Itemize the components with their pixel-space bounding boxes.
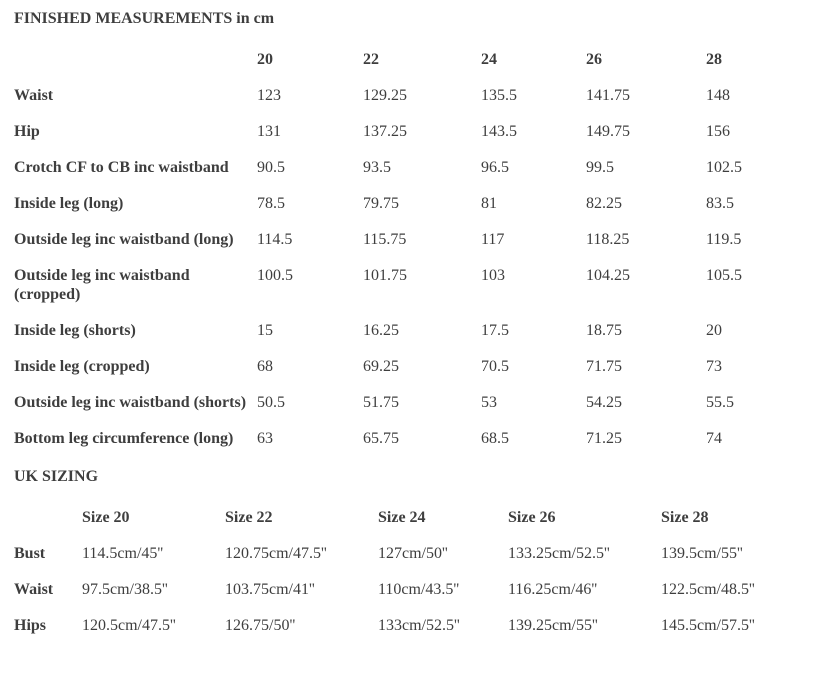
- cell-value: 51.75: [363, 394, 399, 411]
- uk-sizing-title: UK SIZING: [14, 468, 99, 485]
- cell-value: 118.25: [586, 231, 630, 248]
- cell-value: 18.75: [586, 322, 622, 339]
- table-row: [14, 266, 806, 321]
- column-header: Size 20: [82, 509, 130, 526]
- cell-value: 117: [481, 231, 505, 248]
- finished-measurements-table: [14, 50, 806, 465]
- row-label: Waist: [14, 87, 54, 104]
- cell-value: 104.25: [586, 267, 630, 284]
- row-label: Inside leg (shorts): [14, 322, 136, 339]
- cell-value: 127cm/50'': [378, 545, 448, 562]
- cell-value: 99.5: [586, 159, 614, 176]
- uk-sizing-table: [14, 508, 781, 652]
- column-header: Size 22: [225, 509, 273, 526]
- column-header: 26: [586, 51, 602, 68]
- row-label: Inside leg (long): [14, 195, 124, 212]
- row-label: Hips: [14, 617, 47, 634]
- table-row: [14, 158, 806, 194]
- column-header: Size 26: [508, 509, 556, 526]
- cell-value: 55.5: [706, 394, 734, 411]
- cell-value: 101.75: [363, 267, 407, 284]
- row-label: Outside leg inc waistband (long): [14, 231, 234, 248]
- cell-value: 116.25cm/46'': [508, 581, 598, 598]
- column-header: 24: [481, 51, 497, 68]
- cell-value: 63: [257, 430, 273, 447]
- cell-value: 102.5: [706, 159, 742, 176]
- cell-value: 135.5: [481, 87, 517, 104]
- cell-value: 139.5cm/55'': [661, 545, 743, 562]
- table-row: [14, 321, 806, 357]
- row-label: Bust: [14, 545, 46, 562]
- cell-value: 110cm/43.5'': [378, 581, 460, 598]
- cell-value: 96.5: [481, 159, 509, 176]
- header-row: [14, 508, 781, 544]
- table-row: [14, 122, 806, 158]
- cell-value: 145.5cm/57.5'': [661, 617, 755, 634]
- uk-sizing-section: [14, 467, 813, 652]
- table-row: [14, 616, 781, 652]
- cell-value: 129.25: [363, 87, 407, 104]
- cell-value: 103.75cm/41'': [225, 581, 315, 598]
- cell-value: 90.5: [257, 159, 285, 176]
- column-header-blank: [14, 508, 82, 544]
- column-header-blank: [14, 50, 257, 86]
- finished-measurements-section: [14, 9, 813, 465]
- cell-value: 69.25: [363, 358, 399, 375]
- cell-value: 73: [706, 358, 722, 375]
- cell-value: 74: [706, 430, 722, 447]
- cell-value: 16.25: [363, 322, 399, 339]
- cell-value: 15: [257, 322, 273, 339]
- row-label: Hip: [14, 123, 40, 140]
- table-row: [14, 544, 781, 580]
- column-header: Size 24: [378, 509, 426, 526]
- table-row: [14, 194, 806, 230]
- table-row: [14, 393, 806, 429]
- cell-value: 79.75: [363, 195, 399, 212]
- cell-value: 114.5: [257, 231, 293, 248]
- table-row: [14, 357, 806, 393]
- cell-value: 114.5cm/45'': [82, 545, 164, 562]
- row-label: Outside leg inc waistband (shorts): [14, 394, 247, 411]
- cell-value: 137.25: [363, 123, 407, 140]
- cell-value: 143.5: [481, 123, 517, 140]
- cell-value: 50.5: [257, 394, 285, 411]
- cell-value: 82.25: [586, 195, 622, 212]
- cell-value: 68: [257, 358, 273, 375]
- cell-value: 119.5: [706, 231, 742, 248]
- cell-value: 71.75: [586, 358, 622, 375]
- finished-measurements-title: FINISHED MEASUREMENTS in cm: [14, 10, 275, 27]
- column-header: Size 28: [661, 509, 709, 526]
- column-header: 28: [706, 51, 722, 68]
- cell-value: 93.5: [363, 159, 391, 176]
- cell-value: 131: [257, 123, 281, 140]
- cell-value: 126.75/50'': [225, 617, 296, 634]
- cell-value: 65.75: [363, 430, 399, 447]
- cell-value: 83.5: [706, 195, 734, 212]
- cell-value: 103: [481, 267, 505, 284]
- column-header: 22: [363, 51, 379, 68]
- cell-value: 70.5: [481, 358, 509, 375]
- row-label: Crotch CF to CB inc waistband: [14, 159, 229, 176]
- cell-value: 100.5: [257, 267, 293, 284]
- cell-value: 81: [481, 195, 497, 212]
- cell-value: 97.5cm/38.5'': [82, 581, 168, 598]
- cell-value: 54.25: [586, 394, 622, 411]
- cell-value: 78.5: [257, 195, 285, 212]
- cell-value: 149.75: [586, 123, 630, 140]
- cell-value: 133cm/52.5'': [378, 617, 460, 634]
- row-label: Waist: [14, 581, 54, 598]
- cell-value: 133.25cm/52.5'': [508, 545, 610, 562]
- cell-value: 20: [706, 322, 722, 339]
- cell-value: 17.5: [481, 322, 509, 339]
- row-label: Bottom leg circumference (long): [14, 430, 234, 447]
- table-row: [14, 230, 806, 266]
- cell-value: 120.5cm/47.5'': [82, 617, 176, 634]
- cell-value: 123: [257, 87, 281, 104]
- cell-value: 53: [481, 394, 497, 411]
- cell-value: 71.25: [586, 430, 622, 447]
- table-row: [14, 86, 806, 122]
- cell-value: 139.25cm/55'': [508, 617, 598, 634]
- row-label: Outside leg inc waistband (cropped): [14, 267, 190, 303]
- column-header: 20: [257, 51, 273, 68]
- cell-value: 156: [706, 123, 730, 140]
- row-label: Inside leg (cropped): [14, 358, 150, 375]
- cell-value: 115.75: [363, 231, 407, 248]
- cell-value: 122.5cm/48.5'': [661, 581, 755, 598]
- cell-value: 148: [706, 87, 730, 104]
- header-row: [14, 50, 806, 86]
- cell-value: 120.75cm/47.5'': [225, 545, 327, 562]
- cell-value: 141.75: [586, 87, 630, 104]
- cell-value: 68.5: [481, 430, 509, 447]
- cell-value: 105.5: [706, 267, 742, 284]
- table-row: [14, 580, 781, 616]
- table-row: [14, 429, 806, 465]
